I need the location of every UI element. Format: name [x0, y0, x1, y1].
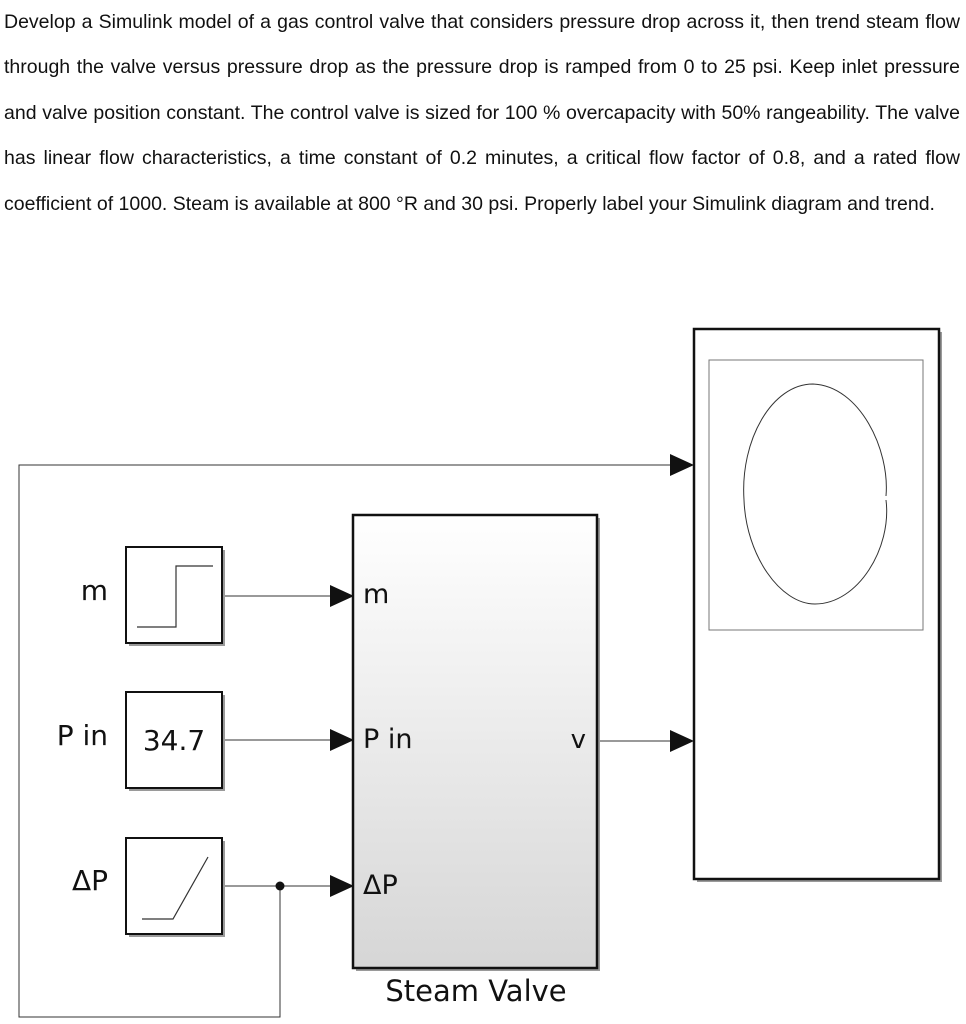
pin-label: P in	[56, 719, 108, 752]
arrow-dp	[330, 875, 354, 897]
constant-value: 34.7	[142, 724, 206, 757]
valve-input-m: m	[363, 579, 390, 610]
step-block[interactable]	[126, 547, 225, 646]
problem-text: Develop a Simulink model of a gas control valve that considers pressure drop across it, then trend steam flow through the valve versus pressure drop as the pressure drop is ramped from 0 to 25 psi. Keep inlet pressure and valve position constant. The control valve is sized for 100 % overcapacity with 50% rangeability. The valve has linear flow characteristics, a time constant of 0.2 minutes, a critical flow factor of 0.8, and a rated flow coefficient of 1000. Steam is available at 800 °R and 30 psi. Properly label your Simulink diagram and trend.	[4, 11, 960, 215]
valve-input-dp: ΔP	[363, 870, 398, 901]
xy-graph-block[interactable]	[694, 329, 942, 882]
ramp-block[interactable]	[126, 838, 225, 937]
constant-block[interactable]	[126, 692, 225, 791]
arrow-pin	[330, 729, 354, 751]
xy-graph-screen	[709, 360, 923, 630]
m-label: m	[80, 574, 108, 607]
valve-output-v: v	[570, 725, 586, 755]
valve-title: Steam Valve	[385, 974, 567, 1008]
dp-label: ΔP	[71, 864, 108, 897]
branch-point	[276, 882, 285, 891]
steam-valve-block[interactable]	[353, 515, 600, 971]
valve-input-pin: P in	[363, 724, 413, 755]
arrow-scope-x	[670, 454, 694, 476]
arrow-scope-y	[670, 730, 694, 752]
arrow-m	[330, 585, 354, 607]
